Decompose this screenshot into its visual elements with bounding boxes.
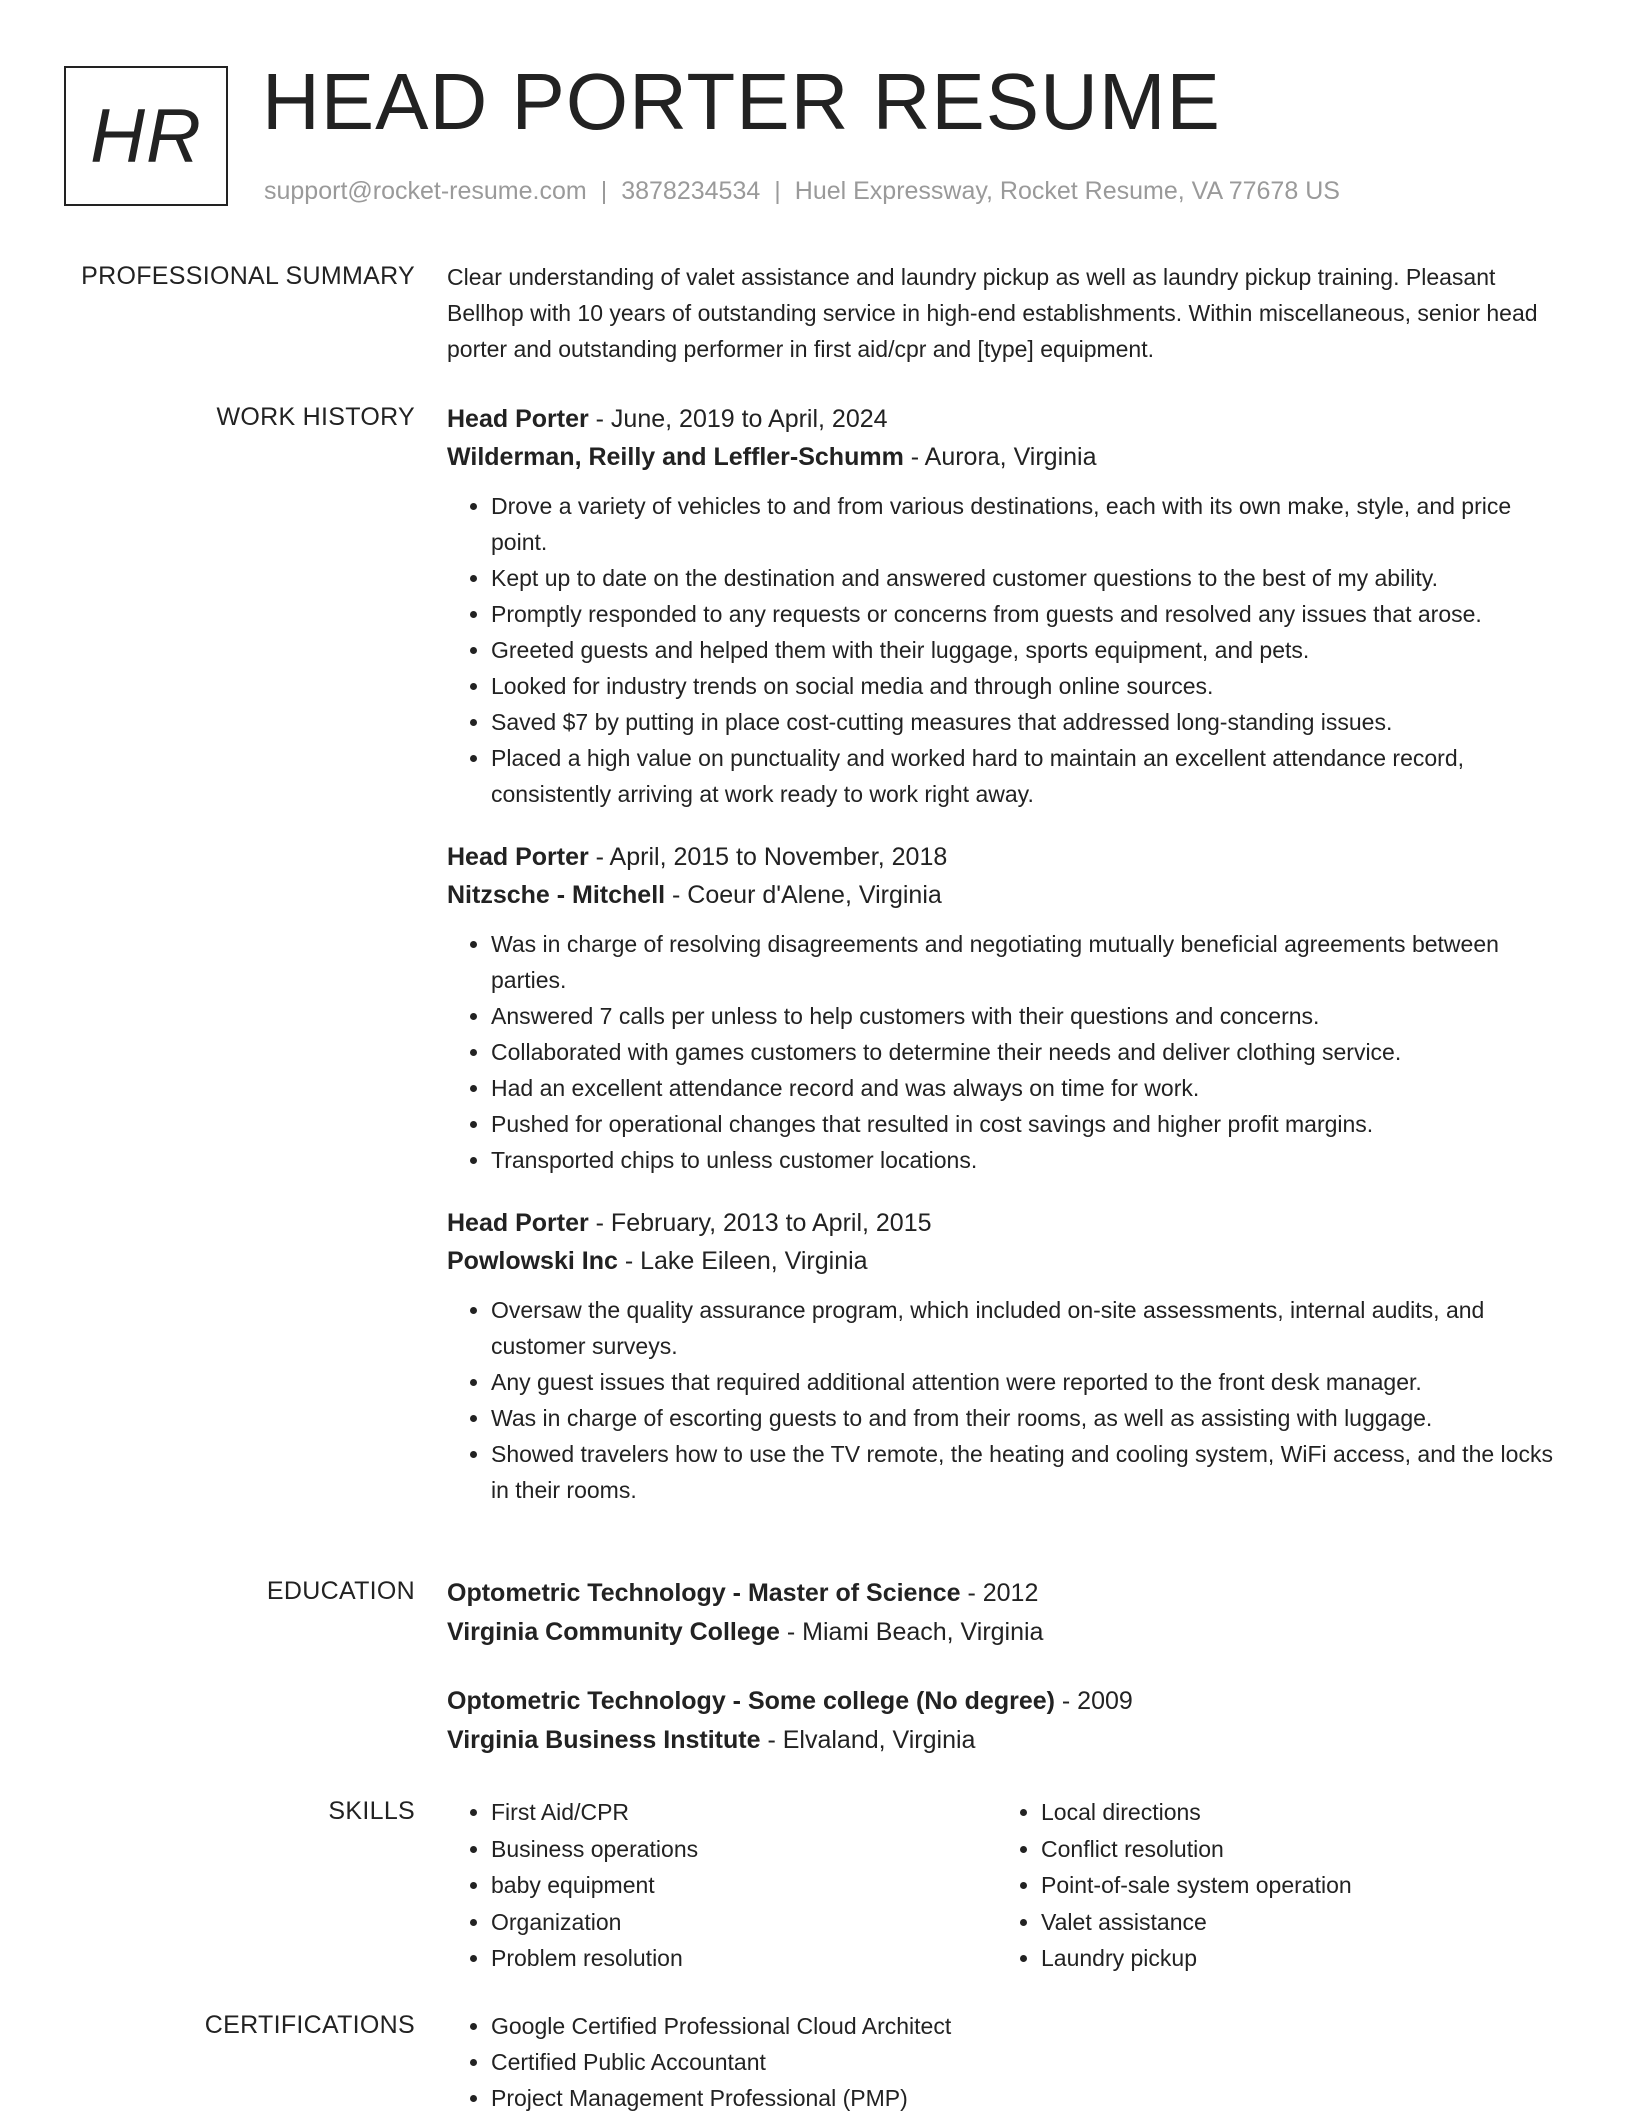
- education-location: - Elvaland, Virginia: [760, 1726, 976, 1754]
- education-school: Virginia Business Institute: [447, 1726, 761, 1754]
- job-bullet: • Showed travelers how to use the TV remote, the heating and cooling system, WiFi access, and the locks in their rooms.: [491, 1436, 1567, 1508]
- skills-list-right: [997, 1794, 1547, 1977]
- skill-item: • Point-of-sale system operation: [1041, 1867, 1547, 1904]
- job-company: Powlowski Inc: [447, 1247, 618, 1275]
- contact-separator: |: [600, 177, 608, 205]
- contact-phone[interactable]: 3878234534: [621, 177, 761, 205]
- job-bullet: • Was in charge of resolving disagreements and negotiating mutually beneficial agreements between parties.: [491, 926, 1567, 998]
- certifications-list: [447, 2008, 1567, 2116]
- job-dates: - February, 2013 to April, 2015: [588, 1209, 932, 1237]
- job-bullet: • Promptly responded to any requests or concerns from guests and resolved any issues that arose.: [491, 596, 1567, 632]
- job-company: Wilderman, Reilly and Leffler-Schumm: [447, 443, 904, 471]
- certification-item: • Certified Public Accountant: [491, 2044, 1567, 2080]
- job-bullet: • Placed a high value on punctuality and worked hard to maintain an excellent attendance record, consistently arriving at work ready to work right away.: [491, 740, 1567, 812]
- skill-item: • Conflict resolution: [1041, 1831, 1547, 1868]
- education-degree: Optometric Technology - Master of Science: [447, 1579, 961, 1607]
- education-heading: EDUCATION: [266, 1577, 415, 1605]
- education-school: Virginia Community College: [447, 1618, 780, 1646]
- job-location: - Aurora, Virginia: [903, 443, 1097, 471]
- education-year: - 2009: [1054, 1687, 1133, 1715]
- skill-item: • baby equipment: [491, 1867, 997, 1904]
- skill-item: • Business operations: [491, 1831, 997, 1868]
- skill-item: • Laundry pickup: [1041, 1940, 1547, 1977]
- job-bullet: • Looked for industry trends on social media and through online sources.: [491, 668, 1567, 704]
- certification-item: • Project Management Professional (PMP): [491, 2080, 1567, 2116]
- certifications-heading: CERTIFICATIONS: [204, 2011, 415, 2039]
- job-entry: [447, 1204, 1567, 1508]
- resume-title: HEAD PORTER RESUME: [262, 57, 1221, 146]
- job-bullet: • Collaborated with games customers to determine their needs and deliver clothing service.: [491, 1034, 1567, 1070]
- work-history-heading: WORK HISTORY: [216, 403, 415, 431]
- skills-heading: SKILLS: [328, 1797, 415, 1825]
- certification-item: • Google Certified Professional Cloud Architect: [491, 2008, 1567, 2044]
- summary-text: Clear understanding of valet assistance and laundry pickup as well as laundry pickup training. Pleasant Bellhop with 10 years of outstanding service in high-end establishments. Within miscellaneous, senior head porter and outstanding performer in first aid/cpr and [type] equipment.: [447, 264, 1538, 362]
- education-entry: [447, 1682, 1567, 1760]
- education-degree: Optometric Technology - Some college (No degree): [447, 1687, 1055, 1715]
- job-bullet: • Was in charge of escorting guests to and from their rooms, as well as assisting with luggage.: [491, 1400, 1567, 1436]
- education-location: - Miami Beach, Virginia: [779, 1618, 1044, 1646]
- job-bullet: • Answered 7 calls per unless to help customers with their questions and concerns.: [491, 998, 1567, 1034]
- job-title: Head Porter: [447, 843, 589, 871]
- skill-item: • Valet assistance: [1041, 1904, 1547, 1941]
- job-location: - Lake Eileen, Virginia: [617, 1247, 868, 1275]
- contact-email[interactable]: support@rocket-resume.com: [264, 177, 587, 205]
- job-bullet: • Saved $7 by putting in place cost-cutting measures that addressed long-standing issues.: [491, 704, 1567, 740]
- job-bullets: [447, 1292, 1567, 1508]
- job-title: Head Porter: [447, 1209, 589, 1237]
- skills-list-left: [447, 1794, 997, 1977]
- skill-item: • Local directions: [1041, 1794, 1547, 1831]
- job-bullet: • Had an excellent attendance record and was always on time for work.: [491, 1070, 1567, 1106]
- job-bullet: • Drove a variety of vehicles to and from various destinations, each with its own make, style, and price point.: [491, 488, 1567, 560]
- contact-separator: |: [774, 177, 781, 205]
- job-bullets: [447, 926, 1567, 1178]
- job-entry: [447, 400, 1567, 812]
- job-dates: - June, 2019 to April, 2024: [588, 405, 888, 433]
- education-entry: [447, 1574, 1567, 1652]
- education-year: - 2012: [960, 1579, 1039, 1607]
- job-bullet: • Any guest issues that required additional attention were reported to the front desk manager.: [491, 1364, 1567, 1400]
- job-company: Nitzsche - Mitchell: [447, 881, 666, 909]
- job-bullet: • Greeted guests and helped them with their luggage, sports equipment, and pets.: [491, 632, 1567, 668]
- job-bullets: [447, 488, 1567, 812]
- skill-item: • Problem resolution: [491, 1940, 997, 1977]
- contact-line: [264, 174, 1340, 208]
- job-dates: - April, 2015 to November, 2018: [588, 843, 948, 871]
- job-entry: [447, 838, 1567, 1178]
- job-bullet: • Oversaw the quality assurance program, which included on-site assessments, internal audits, and customer surveys.: [491, 1292, 1567, 1364]
- job-bullet: • Kept up to date on the destination and answered customer questions to the best of my ability.: [491, 560, 1567, 596]
- monogram-logo: HR: [64, 66, 228, 206]
- job-location: - Coeur d'Alene, Virginia: [665, 881, 942, 909]
- job-bullet: • Pushed for operational changes that resulted in cost savings and higher profit margins.: [491, 1106, 1567, 1142]
- skill-item: • First Aid/CPR: [491, 1794, 997, 1831]
- summary-heading: PROFESSIONAL SUMMARY: [81, 262, 415, 290]
- contact-address: Huel Expressway, Rocket Resume, VA 77678 US: [794, 177, 1340, 205]
- job-title: Head Porter: [447, 405, 589, 433]
- skills-columns: [447, 1794, 1567, 1977]
- job-bullet: • Transported chips to unless customer locations.: [491, 1142, 1567, 1178]
- skill-item: • Organization: [491, 1904, 997, 1941]
